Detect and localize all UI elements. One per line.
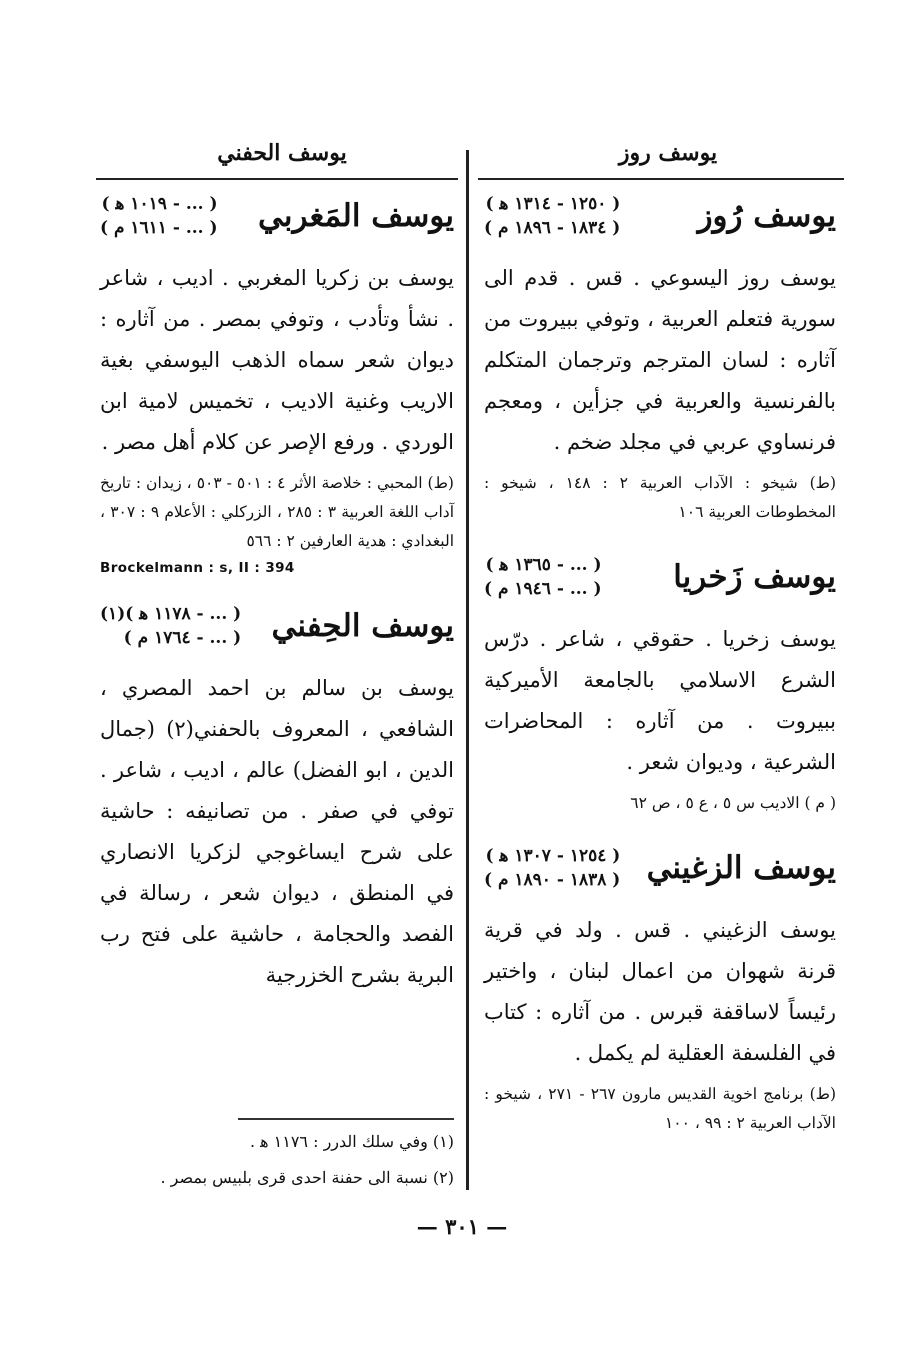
entry-heading (484, 549, 836, 619)
entry-reference: (ط) المحبي : خلاصة الأثر ٤ : ٥٠١ - ٥٠٣ ، زيدان : تاريخ آداب اللغة العربية ٣ : ٢٨٥ ، الزركلي : الأعلام ٩ : ٣٠٧ ، البغدادي : هدية العارفين ٢ : ٥٦٦ (100, 474, 455, 550)
entry-name: يوسف زَخريا (673, 559, 836, 595)
entry-reference: (ط) شيخو : الآداب العربية ٢ : ١٤٨ ، شيخو : المخطوطات العربية ١٠٦ (484, 474, 836, 521)
footnote-1: (١) وفي سلك الدرر : ١١٧٦ ﻫ . (249, 1132, 454, 1151)
entry-heading (100, 598, 454, 668)
entry-dates (484, 192, 620, 240)
running-head-right: يوسف روز (618, 140, 718, 166)
header-rule-right (478, 178, 844, 180)
latin-reference: Brockelmann : s, II : 394 (100, 560, 295, 576)
entry-name: يوسف الزغيني (646, 850, 836, 886)
column-divider (466, 150, 469, 1190)
entry-name: يوسف المَغربي (257, 198, 454, 234)
entry-dates (484, 844, 620, 892)
footnote-rule (238, 1118, 454, 1120)
entry-dates (100, 602, 241, 650)
dates-hijri: ( ١٢٥٤ - ١٣٠٧ ﻫ ) (485, 846, 621, 866)
entry-dates (484, 553, 602, 601)
entry-yusuf-ruz (484, 188, 836, 527)
left-column (100, 188, 454, 996)
entry-text: يوسف بن زكريا المغربي . اديب ، شاعر . نشأ وتأدب ، وتوفي بمصر . من آثاره : ديوان شعر سماه الذهب اليوسفي بغية الاريب وغنية الاديب ، تخميس لامية ابن الوردي . ورفع الإصر عن كلام أهل مصر . (100, 266, 454, 454)
dates-gregorian: ( ١٨٣٨ - ١٨٩٠ م ) (484, 870, 621, 890)
entry-heading (484, 188, 836, 258)
entry-name: يوسف الحِفني (271, 608, 454, 644)
dates-gregorian: ( ... - ١٦١١ م ) (100, 218, 218, 238)
dates-gregorian: ( ... - ١٧٦٤ م ) (123, 628, 242, 648)
entry-text: يوسف بن سالم بن احمد المصري ، الشافعي ، المعروف بالحفني(٢) (جمال الدين ، ابو الفضل) عالم ، اديب ، شاعر . توفي في صفر . من تصانيفه : حاشية على شرح ايساغوجي لزكريا الانصاري في المنطق ، ديوان شعر ، رسالة في الفصد والحجامة ، حاشية على فتح رب البرية بشرح الخزرجية (100, 676, 454, 987)
entry-yusuf-hifni (100, 598, 454, 996)
right-column (484, 188, 836, 1138)
dates-gregorian: ( ١٨٣٤ - ١٨٩٦ م ) (484, 218, 621, 238)
entry-text: يوسف زخريا . حقوقي ، شاعر . درّس الشرع الاسلامي بالجامعة الأميركية ببيروت . من آثاره : المحاضرات الشرعية ، وديوان شعر . (484, 627, 836, 774)
page-number: — ٣٠١ — (416, 1214, 508, 1239)
dates-hijri: ( ١٢٥٠ - ١٣١٤ ﻫ ) (485, 194, 621, 214)
dates-hijri: ( ... - ١٣٦٥ ﻫ ) (485, 555, 602, 575)
entry-heading (484, 840, 836, 910)
entry-text: يوسف روز اليسوعي . قس . قدم الى سورية فتعلم العربية ، وتوفي ببيروت من آثاره : لسان المترجم وترجمان المتكلم بالفرنسية والعربية في جزأين ، ومعجم فرنساوي عربي في مجلد ضخم . (484, 266, 836, 454)
dates-gregorian: ( ... - ١٩٤٦ م ) (484, 579, 602, 599)
entry-heading (100, 188, 454, 258)
entry-yusuf-zakhriya (484, 549, 836, 818)
entry-yusuf-zughayni (484, 840, 836, 1138)
header-rule-left (96, 178, 458, 180)
dates-hijri: ( ... - ١١٧٨ ﻫ )(١) (100, 604, 242, 624)
entry-text: يوسف الزغيني . قس . ولد في قرية قرنة شهوان من اعمال لبنان ، واختير رئيساً لاساقفة قبرس . من آثاره : كتاب في الفلسفة العقلية لم يكمل . (484, 918, 836, 1065)
entry-yusuf-maghribi (100, 188, 454, 576)
entry-reference: ( م ) الاديب س ٥ ، ع ٥ ، ص ٦٢ (630, 794, 836, 812)
entry-dates (100, 192, 218, 240)
footnote-2: (٢) نسبة الى حفنة احدى قرى بلبيس بمصر . (160, 1168, 454, 1187)
entry-reference: (ط) برنامج اخوية القديس مارون ٢٦٧ - ٢٧١ ، شيخو : الآداب العربية ٢ : ٩٩ ، ١٠٠ (484, 1085, 836, 1132)
entry-name: يوسف رُوز (697, 198, 836, 234)
dates-hijri: ( ... - ١٠١٩ ﻫ ) (101, 194, 218, 214)
running-head-left: يوسف الحفني (217, 140, 347, 166)
